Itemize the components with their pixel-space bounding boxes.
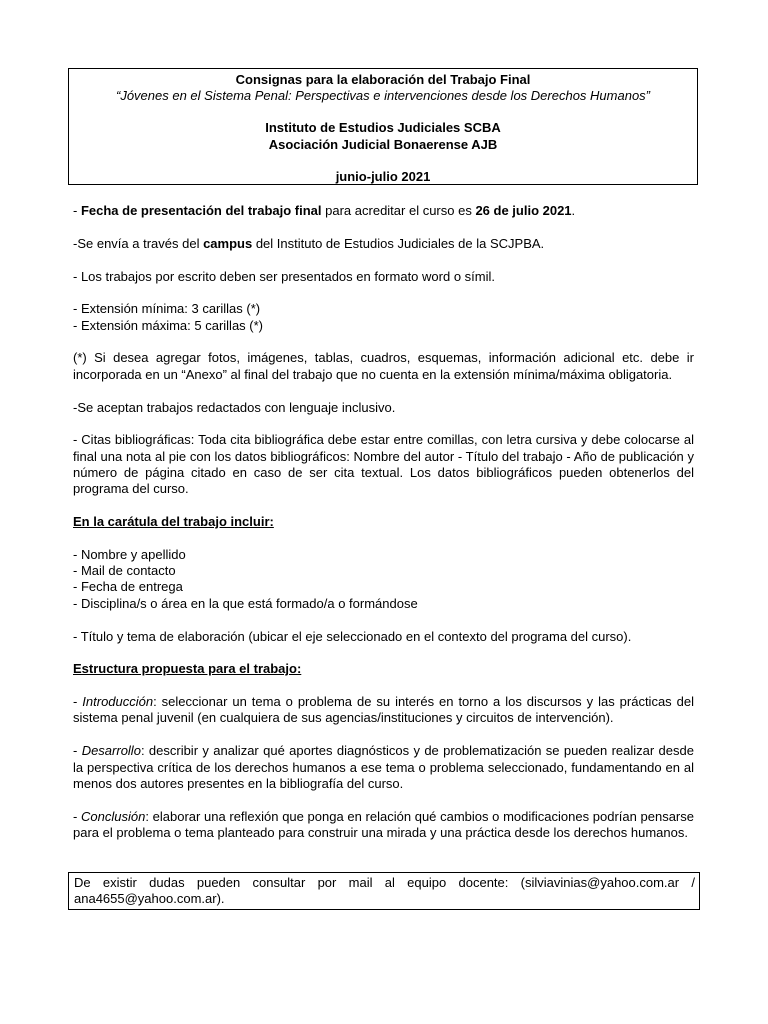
course-date: junio-julio 2021 [335,168,431,184]
institute-name: Instituto de Estudios Judiciales SCBA [265,120,501,136]
course-subtitle: “Jóvenes en el Sistema Penal: Perspectivas e intervenciones desde los Derechos Humanos” [116,88,650,104]
cover-list-item: - Disciplina/s o área en la que está formado/a o formándose [73,595,418,611]
annex-note-paragraph: (*) Si desea agregar fotos, imágenes, tablas, cuadros, esquemas, información adicional etc. debe ir incorporada en un “Anexo” al final del trabajo que no cuenta en la extensión mínima/máxima obligatoria. [73,350,694,382]
citations-paragraph: - Citas bibliográficas: Toda cita bibliográfica debe estar entre comillas, con letra cursiva y debe colocarse al final una nota al pie con los datos bibliográficos: Nombre del autor - Título del trabajo - Año de publicación y número de página citado en caso de ser cita textual. Los datos bibliográficos pueden obtenerlos del programa del curso. [73,432,694,497]
contact-text: De existir dudas pueden consultar por mail al equipo docente: (silviavinias@yahoo.com.ar / ana4655@yahoo.com.ar). [74,875,695,906]
campus-paragraph: -Se envía a través del campus del Instituto de Estudios Judiciales de la SCJPBA. [73,235,545,251]
document-title: Consignas para la elaboración del Trabajo Final [235,72,531,87]
deadline-label: Fecha de presentación del trabajo final [80,203,322,218]
document-body [73,203,694,858]
structure-heading: Estructura propuesta para el trabajo: [73,661,302,677]
cover-list-item: - Mail de contacto [73,563,176,579]
header-box [68,68,698,185]
development-paragraph: - Desarrollo: describir y analizar qué aportes diagnósticos y de problematización se pueden realizar desde la perspectiva crítica de los derechos humanos a ese tema o problema seleccionado, fundamentando en al menos dos autores presentes en la bibliografía del curso. [73,743,694,791]
association-name: Asociación Judicial Bonaerense AJB [268,136,498,152]
conclusion-label: Conclusión [81,808,146,824]
deadline-date: 26 de julio 2021 [475,203,572,218]
max-length-line: - Extensión máxima: 5 carillas (*) [73,317,263,333]
introduction-paragraph: - Introducción: seleccionar un tema o problema de su interés en torno a los discursos y las prácticas del sistema penal juvenil (en cualquiera de sus agencias/instituciones y circuitos de intervención). [73,694,694,726]
min-length-line: - Extensión mínima: 3 carillas (*) [73,301,261,317]
development-label: Desarrollo [81,743,141,759]
contact-box [68,872,700,910]
introduction-label: Introducción [82,694,154,710]
deadline-paragraph: - Fecha de presentación del trabajo final para acreditar el curso es 26 de julio 2021. [73,203,576,218]
format-paragraph: - Los trabajos por escrito deben ser presentados en formato word o símil. [73,268,495,284]
cover-list-item: - Nombre y apellido [73,546,186,562]
cover-list-item: - Fecha de entrega [73,579,183,595]
campus-word: campus [203,235,253,251]
inclusive-language-paragraph: -Se aceptan trabajos redactados con lenguaje inclusivo. [73,399,396,415]
conclusion-paragraph: - Conclusión: elaborar una reflexión que ponga en relación qué cambios o modificaciones podrían pensarse para el problema o tema planteado para construir una mirada y una práctica desde los derechos humanos. [73,808,694,840]
topic-paragraph: - Título y tema de elaboración (ubicar el eje seleccionado en el contexto del programa del curso). [73,628,632,644]
cover-heading: En la carátula del trabajo incluir: [73,514,274,530]
